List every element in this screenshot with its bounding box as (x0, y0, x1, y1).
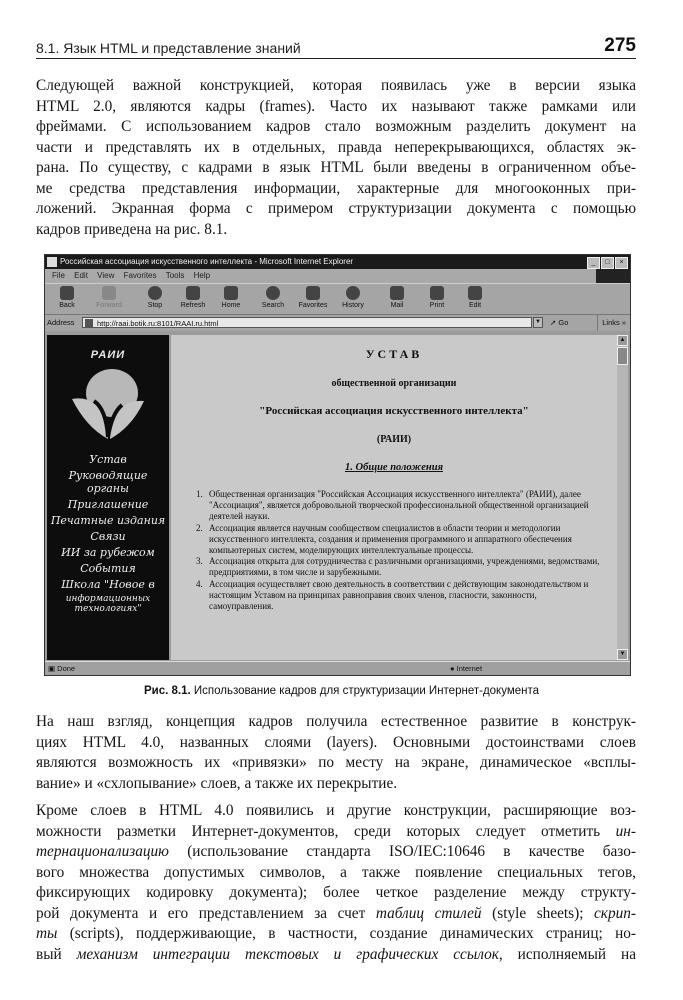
home-icon (224, 286, 238, 300)
go-button[interactable]: ➚ Go (550, 318, 569, 327)
address-input[interactable] (82, 317, 532, 328)
left-nav-frame (47, 335, 169, 660)
caption-text: Использование кадров для структуризации Интернет-документа (193, 685, 540, 697)
text-line: можности разметки Интернет-документов, среди которых следует отметить ин- (36, 822, 636, 840)
window-title: Российская ассоциация искусственного интеллекта - Microsoft Internet Explorer (60, 257, 354, 266)
nav-link-publications[interactable]: Печатные издания (50, 514, 166, 527)
text-line: тернационализацию (использование стандарта ISO/IEC:10646 в качестве базо- (36, 843, 636, 860)
forward-button[interactable]: Forward (91, 286, 127, 314)
figure-browser-screenshot (44, 254, 631, 676)
text-line: На наш взгляд, концепция кадров получила естественное развитие в конструк- (36, 713, 636, 730)
text-line: являются возможность их «привязки» по месту на экране, динамическое «всплы- (36, 754, 636, 771)
page-number: 275 (604, 35, 636, 56)
text-line: вый механизм интеграции текстовых и графических ссылок, исполняемый на (36, 945, 636, 963)
mail-button[interactable]: Mail (379, 286, 415, 314)
menu-favorites[interactable]: Favorites (123, 271, 157, 280)
charter-subheading: общественной организации (331, 378, 457, 389)
text-line: рой документа и его представлением за счет таблиц стилей (style sheets); скрип- (36, 904, 636, 922)
windows-logo-icon (596, 269, 630, 283)
menu-bar (45, 269, 630, 283)
text-line: Кроме слоев в HTML 4.0 появились и другие конструкции, расширяющие воз- (36, 802, 636, 819)
search-button[interactable]: Search (255, 286, 291, 314)
standard-toolbar (45, 283, 630, 315)
running-head (36, 36, 636, 59)
list-item: 2. Ассоциация является научным сообществом специалистов в области теории и методологии искусственного интеллекта, создания и применения программного и аппаратного обеспечения компьютерных систем, моделирующих интеллектуальные процессы. (205, 523, 601, 557)
running-title: 8.1. Язык HTML и представление знаний (36, 40, 301, 56)
nav-link-ustav[interactable]: Устав (89, 453, 127, 466)
text-line: циях HTML 4.0, названных слоями (layers). Основными достоинствами слоев (36, 733, 636, 751)
paragraph-html4-features (36, 801, 636, 965)
figure-caption (0, 685, 683, 697)
address-label: Address (47, 318, 75, 327)
favorites-button[interactable]: Favorites (295, 286, 331, 314)
search-icon (266, 286, 280, 300)
stop-button[interactable]: Stop (137, 286, 173, 314)
refresh-button[interactable]: Refresh (175, 286, 211, 314)
text-line: части и представлять их в отдельных, правда неперекрывающихся, областях эк- (36, 138, 636, 156)
history-icon (346, 286, 360, 300)
raai-flower-logo-icon (68, 365, 148, 441)
text-line: ложений. Экранная форма с примером структуризации документа с помощью (36, 200, 636, 217)
text-line: фиксирующих кодировку документа); более четкое разделение между структу- (36, 884, 636, 901)
nav-link-invitation[interactable]: Приглашение (67, 498, 149, 511)
text-line: вого множества допустимых символов, а также появление специальных тегов, (36, 863, 636, 881)
ie-icon (47, 257, 57, 267)
edit-button[interactable]: Edit (457, 286, 493, 314)
stop-icon (148, 286, 162, 300)
back-arrow-icon (60, 286, 74, 300)
text-line: Следующей важной конструкцией, которая появилась уже в версии языка (36, 77, 636, 94)
caption-label: Рис. 8.1. (143, 685, 191, 697)
maximize-button[interactable]: □ (601, 257, 614, 269)
text-line: кадров приведена на рис. 8.1. (36, 220, 228, 238)
back-button[interactable]: Back (49, 286, 85, 314)
charter-items-list (171, 489, 617, 612)
org-abbr: (РАИИ) (376, 434, 412, 445)
main-content-frame (171, 335, 617, 660)
scroll-thumb[interactable] (617, 347, 628, 365)
text-line: вание» и «схлопывание» слоев, а также их перекрытие. (36, 774, 398, 792)
menu-edit[interactable]: Edit (74, 271, 88, 280)
list-item: 3. Ассоциация открыта для сотрудничества с различными организациями, учреждениями, ведомствами, предприятиями, в том числе и зарубежными. (205, 556, 601, 578)
paragraph-layers (36, 712, 636, 794)
menu-tools[interactable]: Tools (165, 271, 185, 280)
nav-link-governing-bodies[interactable]: Руководящие органы (68, 469, 148, 495)
scroll-up-arrow-icon[interactable]: ▲ (617, 335, 628, 346)
section-title: 1. Общие положения (345, 462, 443, 473)
scroll-down-arrow-icon[interactable]: ▼ (617, 649, 628, 660)
address-url: http://raai.botik.ru:8101/RAAI.ru.html (97, 319, 219, 328)
home-button[interactable]: Home (213, 286, 249, 314)
status-done: ▣ Done (48, 664, 76, 673)
print-icon (430, 286, 444, 300)
history-button[interactable]: History (335, 286, 371, 314)
status-zone: ● Internet (450, 664, 483, 673)
list-item: 4. Ассоциация осуществляет свою деятельность в соответствии с действующим законодательством и настоящим Уставом на принципах равноправия своих членов, гласности, законности, самоуправления. (205, 579, 601, 613)
favorites-icon (306, 286, 320, 300)
vertical-scrollbar[interactable] (617, 335, 628, 660)
nav-link-school[interactable]: Школа "Новое в (61, 578, 155, 591)
print-button[interactable]: Print (419, 286, 455, 314)
org-name: "Российская ассоциация искусственного интеллекта" (259, 405, 529, 417)
list-item: 1. Общественная организация "Российская Ассоциация искусственного интеллекта" (РАИИ), далее "Ассоциация", является добровольной творческой профессиональной общественной организацией деятелей науки. (205, 489, 601, 523)
mail-icon (390, 286, 404, 300)
refresh-icon (186, 286, 200, 300)
nav-link-ai-abroad[interactable]: ИИ за рубежом (61, 546, 155, 559)
paragraph-frames-intro (36, 76, 636, 240)
nav-link-school-cont[interactable]: информационных технологиях" (65, 594, 151, 614)
raai-logo-text: РАИИ (90, 349, 126, 361)
text-line: ты (scripts), поддерживающие, в частности, создание динамических страниц; но- (36, 925, 636, 942)
address-bar (45, 315, 630, 331)
charter-heading: УСТАВ (365, 347, 423, 361)
text-line: HTML 2.0, являются кадры (frames). Часто их называют также рамками или (36, 97, 636, 115)
close-button[interactable]: × (615, 257, 628, 269)
text-line: ме средства представления информации, характерные для многооконных при- (36, 179, 636, 197)
minimize-button[interactable]: _ (587, 257, 600, 269)
nav-link-events[interactable]: События (80, 562, 136, 575)
links-button[interactable]: Links » (597, 315, 626, 331)
window-titlebar (45, 255, 630, 269)
nav-link-contacts[interactable]: Связи (90, 530, 126, 543)
menu-file[interactable]: File (52, 271, 65, 280)
text-line: фреймами. С использованием кадров стало возможным разделить документ на (36, 118, 636, 135)
status-bar (45, 661, 630, 676)
forward-arrow-icon (102, 286, 116, 300)
menu-help[interactable]: Help (193, 271, 211, 280)
text-line: рана. По существу, с кадрами в язык HTML были введены в ограниченном объе- (36, 159, 636, 176)
page-icon (85, 319, 93, 327)
edit-icon (468, 286, 482, 300)
address-dropdown-button[interactable]: ▼ (533, 317, 543, 328)
menu-view[interactable]: View (97, 271, 115, 280)
